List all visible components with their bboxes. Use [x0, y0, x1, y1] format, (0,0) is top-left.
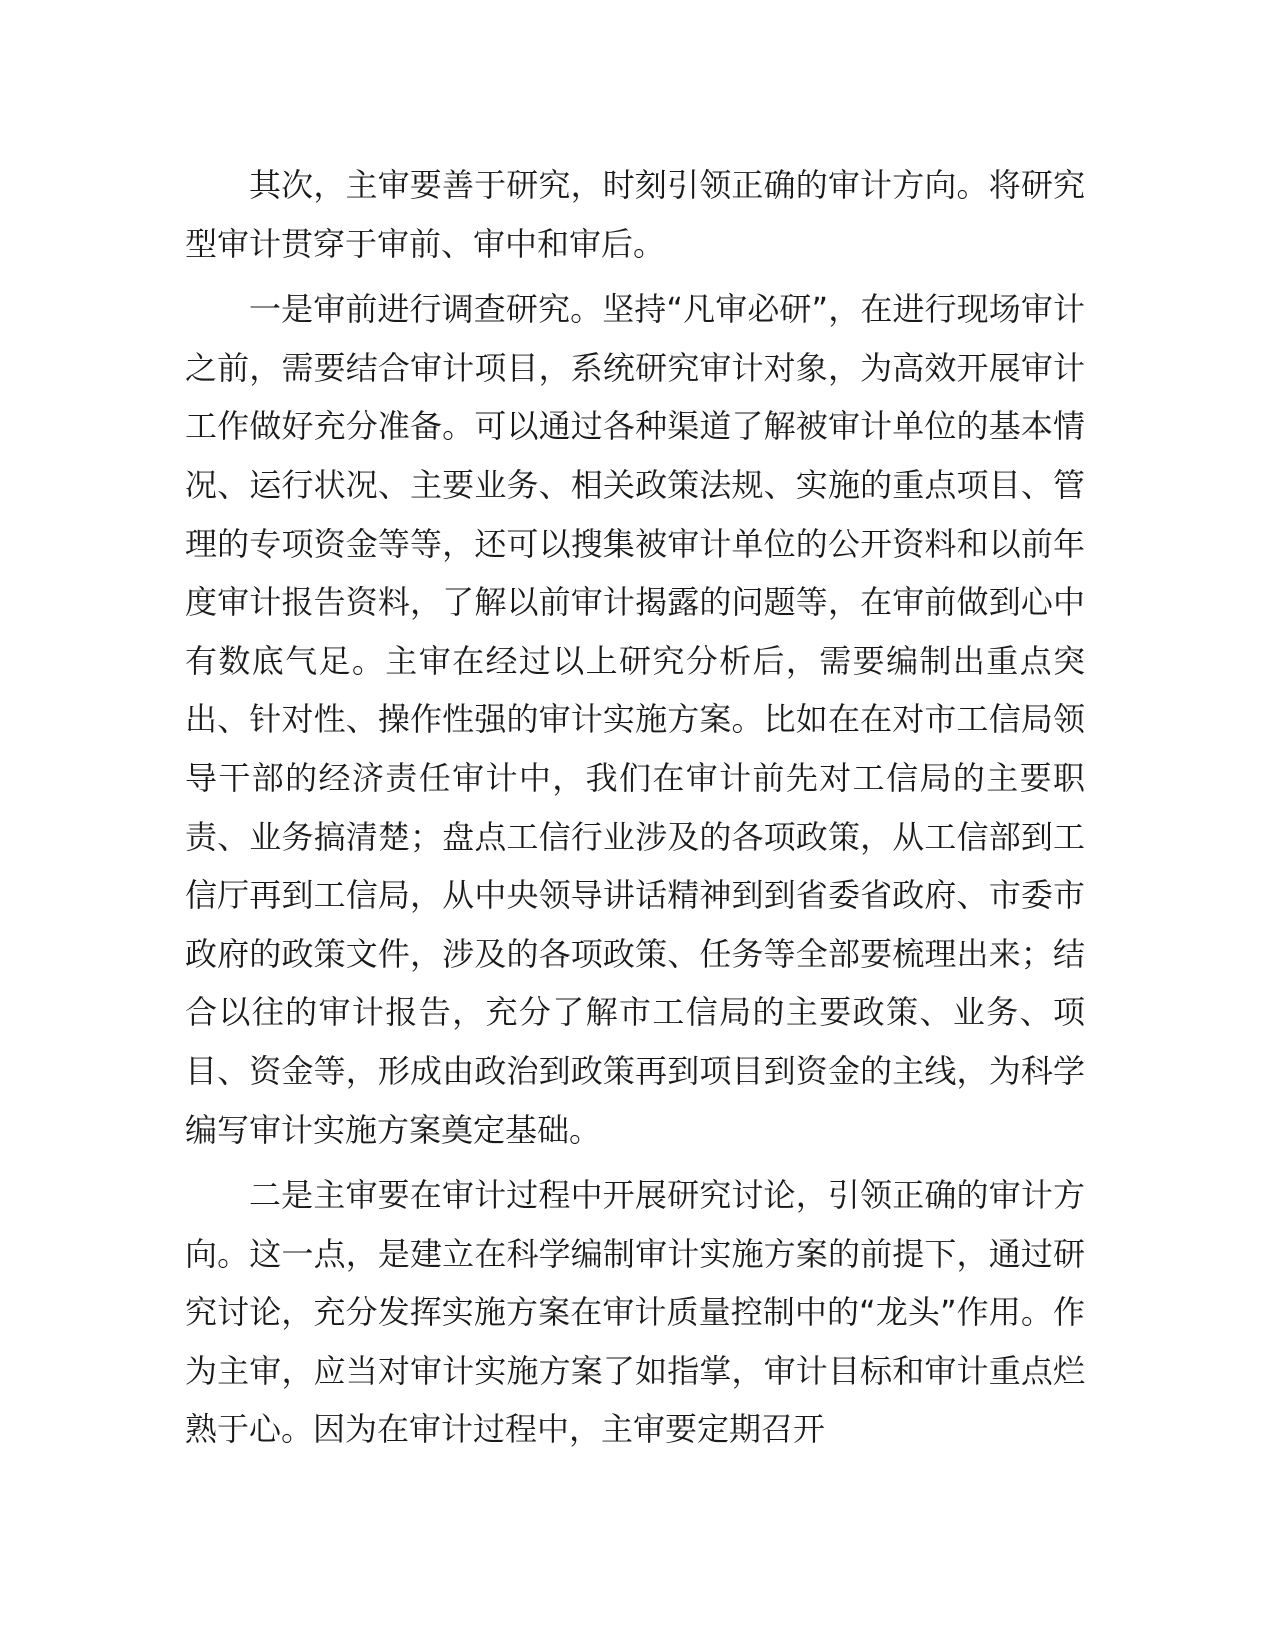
- paragraph-in-audit-discussion: 二是主审要在审计过程中开展研究讨论，引领正确的审计方向。这一点，是建立在科学编制审计实施方案的前提下，通过研究讨论，充分发挥实施方案在审计质量控制中的“龙头”作用。作为主审，应当对审计实施方案了如指掌，审计目标和审计重点烂熟于心。因为在审计过程中，主审要定期召开: [185, 1176, 1085, 1449]
- document-body: [185, 156, 1085, 1466]
- paragraph-pre-audit-research: 一是审前进行调查研究。坚持“凡审必研”，在进行现场审计之前，需要结合审计项目，系统研究审计对象，为高效开展审计工作做好充分准备。可以通过各种渠道了解被审计单位的基本情况、运行状况、主要业务、相关政策法规、实施的重点项目、管理的专项资金等等，还可以搜集被审计单位的公开资料和以前年度审计报告资料，了解以前审计揭露的问题等，在审前做到心中有数底气足。主审在经过以上研究分析后，需要编制出重点突出、针对性、操作性强的审计实施方案。比如在在对市工信局领导干部的经济责任审计中，我们在审计前先对工信局的主要职责、业务搞清楚；盘点工信行业涉及的各项政策，从工信部到工信厅再到工信局，从中央领导讲话精神到到省委省政府、市委市政府的政策文件，涉及的各项政策、任务等全部要梳理出来；结合以往的审计报告，充分了解市工信局的主要政策、业务、项目、资金等，形成由政治到政策再到项目到资金的主线，为科学编写审计实施方案奠定基础。: [185, 290, 1085, 1149]
- paragraph-intro: 其次，主审要善于研究，时刻引领正确的审计方向。将研究型审计贯穿于审前、审中和审后。: [185, 166, 1085, 263]
